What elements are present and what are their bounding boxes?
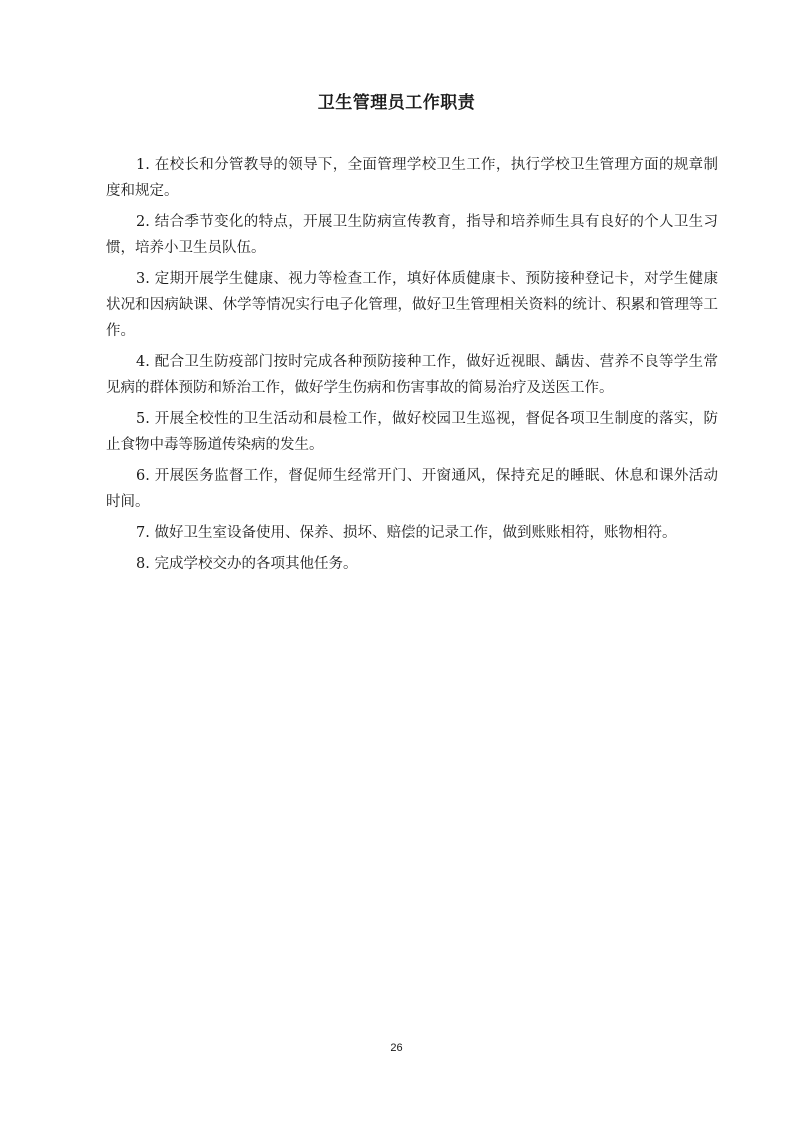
duty-item-4: 4. 配合卫生防疫部门按时完成各种预防接种工作，做好近视眼、龋齿、营养不良等学生常见病的群体预防和矫治工作，做好学生伤病和伤害事故的简易治疗及送医工作。 xyxy=(106,354,718,396)
duty-item-7: 7. 做好卫生室设备使用、保养、损坏、赔偿的记录工作，做到账账相符，账物相符。 xyxy=(136,525,677,541)
duty-item-3: 3. 定期开展学生健康、视力等检查工作，填好体质健康卡、预防接种登记卡，对学生健康状况和因病缺课、休学等情况实行电子化管理，做好卫生管理相关资料的统计、积累和管理等工作。 xyxy=(106,271,718,339)
duty-item-6: 6. 开展医务监督工作，督促师生经常开门、开窗通风，保持充足的睡眠、休息和课外活动时间。 xyxy=(106,468,718,510)
page-title: 卫生管理员工作职责 xyxy=(317,93,476,113)
duty-item-2: 2. 结合季节变化的特点，开展卫生防病宣传教育，指导和培养师生具有良好的个人卫生习惯，培养小卫生员队伍。 xyxy=(106,214,718,256)
duty-item-5: 5. 开展全校性的卫生活动和晨检工作，做好校园卫生巡视，督促各项卫生制度的落实，防止食物中毒等肠道传染病的发生。 xyxy=(106,411,718,453)
duty-item-8: 8. 完成学校交办的各项其他任务。 xyxy=(136,556,358,572)
page-number: 26 xyxy=(390,1042,403,1054)
duty-item-1: 1. 在校长和分管教导的领导下，全面管理学校卫生工作，执行学校卫生管理方面的规章制度和规定。 xyxy=(106,157,718,199)
duty-list xyxy=(106,152,718,582)
